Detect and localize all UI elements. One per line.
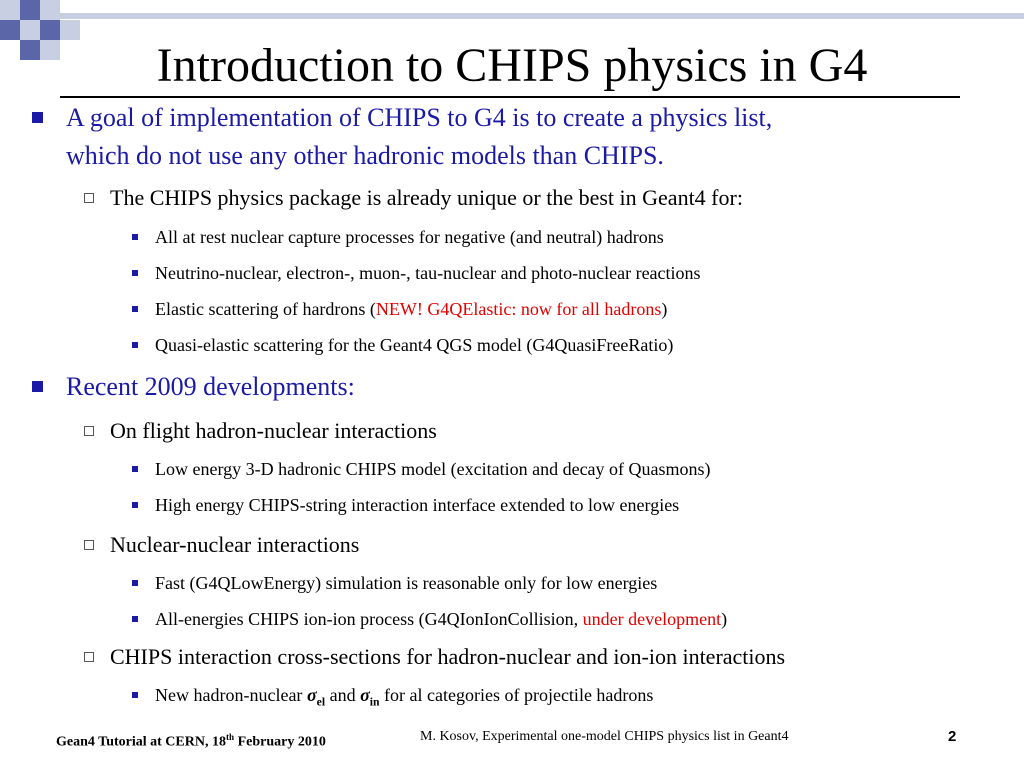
subbullet-text: The CHIPS physics package is already unique or the best in Geant4 for: bbox=[110, 185, 743, 210]
item-text-pre: All-energies CHIPS ion-ion process (G4QIonIonCollision, bbox=[155, 609, 583, 629]
subbullet-text: On flight hadron-nuclear interactions bbox=[110, 418, 437, 443]
subbullet-box bbox=[84, 652, 94, 662]
subbullet-text: Nuclear-nuclear interactions bbox=[110, 532, 360, 557]
bullet-square bbox=[32, 381, 43, 392]
item-text-pre: Elastic scattering of hardrons ( bbox=[155, 299, 376, 319]
highlight-new: NEW! G4QElastic: now for all hadrons bbox=[375, 299, 662, 319]
item-bullet bbox=[132, 616, 138, 622]
subbullet-box bbox=[84, 193, 94, 203]
bullet-text: A goal of implementation of CHIPS to G4 is to create a physics list, bbox=[66, 103, 773, 132]
item-text-post: ) bbox=[661, 299, 668, 319]
footer-event-date: February 2010 bbox=[234, 734, 326, 750]
sigma-subscript: el bbox=[316, 695, 326, 709]
subbullet-text: CHIPS interaction cross-sections for hadron-nuclear and ion-ion interactions bbox=[110, 644, 786, 669]
sigma-symbol: σ bbox=[306, 685, 317, 705]
footer-event-text: Gean4 Tutorial at CERN, 18 bbox=[56, 734, 226, 750]
item-text-pre: New hadron-nuclear bbox=[155, 685, 307, 705]
sigma-symbol: σ bbox=[360, 685, 370, 705]
item-text-mid: and bbox=[325, 685, 361, 705]
item-text-post: ) bbox=[721, 609, 728, 629]
highlight-under-development: under development bbox=[582, 609, 722, 629]
item-text: All at rest nuclear capture processes for negative (and neutral) hadrons bbox=[155, 227, 664, 247]
subbullet-box bbox=[84, 426, 94, 436]
sigma-subscript: in bbox=[369, 695, 380, 709]
subbullet-box bbox=[84, 540, 94, 550]
header-rule bbox=[55, 13, 1024, 19]
item-text: Low energy 3-D hadronic CHIPS model (excitation and decay of Quasmons) bbox=[155, 459, 711, 479]
item-text bbox=[155, 298, 667, 320]
item-text: Fast (G4QLowEnergy) simulation is reasonable only for low energies bbox=[155, 573, 658, 593]
item-bullet bbox=[132, 234, 138, 240]
item-text-post: for al categories of projectile hadrons bbox=[379, 685, 654, 705]
item-text: High energy CHIPS-string interaction interface extended to low energies bbox=[155, 495, 680, 515]
bullet-square bbox=[32, 112, 43, 123]
title-underline bbox=[60, 96, 960, 98]
item-bullet bbox=[132, 466, 138, 472]
item-text: Quasi-elastic scattering for the Geant4 QGS model (G4QuasiFreeRatio) bbox=[155, 335, 674, 355]
item-bullet bbox=[132, 306, 138, 312]
bullet-text-continued: which do not use any other hadronic models than CHIPS. bbox=[66, 141, 664, 170]
footer-event bbox=[56, 728, 326, 752]
item-text: Neutrino-nuclear, electron-, muon-, tau-nuclear and photo-nuclear reactions bbox=[155, 263, 701, 283]
item-bullet bbox=[132, 270, 138, 276]
item-bullet bbox=[132, 692, 138, 698]
bullet-text: Recent 2009 developments: bbox=[66, 372, 355, 401]
item-text bbox=[155, 684, 653, 714]
item-bullet bbox=[132, 502, 138, 508]
item-text bbox=[155, 608, 727, 630]
footer-event-sup: th bbox=[225, 732, 235, 742]
item-bullet bbox=[132, 580, 138, 586]
footer-author: M. Kosov, Experimental one-model CHIPS physics list in Geant4 bbox=[420, 729, 789, 744]
slide-title: Introduction to CHIPS physics in G4 bbox=[156, 39, 868, 92]
item-bullet bbox=[132, 342, 138, 348]
page-number: 2 bbox=[948, 728, 957, 745]
